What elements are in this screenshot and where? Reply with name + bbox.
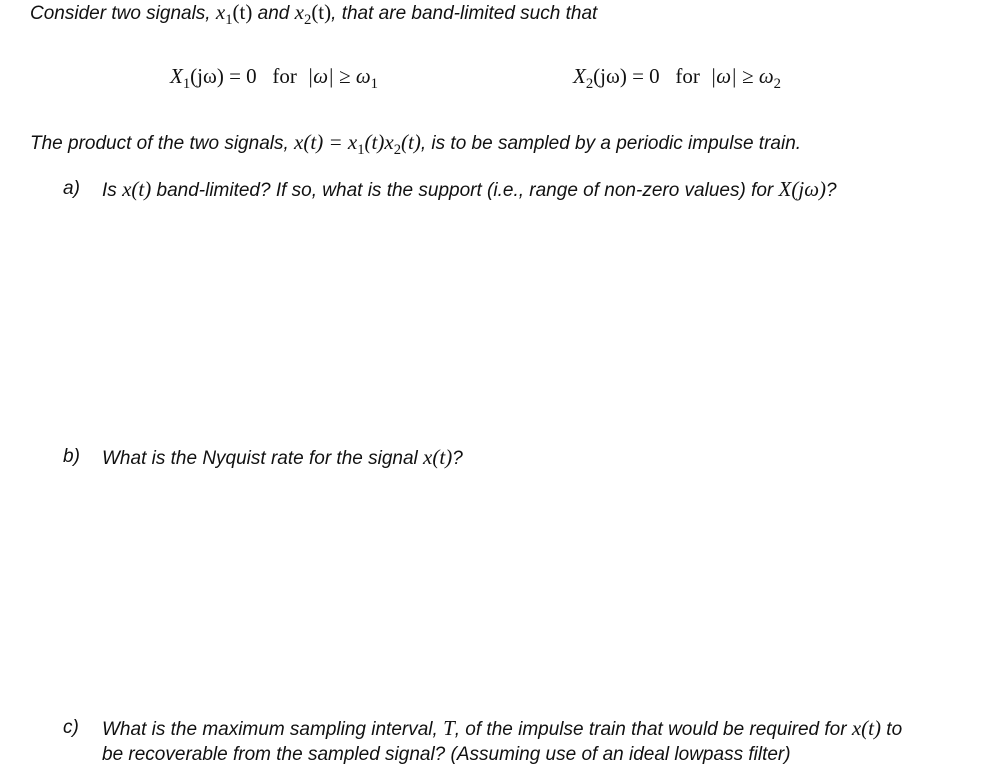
question-a-text: Is x(t) band-limited? If so, what is the support (i.e., range of non-zero values) for X(jω)? (102, 177, 837, 201)
product-text-b: , is to be sampled by a periodic impulse train. (420, 133, 802, 154)
question-c-label: c) (63, 717, 79, 738)
question-b-label: b) (63, 446, 80, 467)
product-text-a: The product of the two signals, (30, 133, 295, 154)
product-expression: $x(t) = x_1(t)x_2(t)$ (294, 130, 421, 159)
x1-symbol: $x_1(t)$ (215, 0, 253, 29)
question-c-text-line1: What is the maximum sampling interval, T, of the impulse train that would be required for x(t) to (102, 716, 903, 740)
product-line (30, 130, 802, 159)
intro-text-a: Consider two signals, (30, 3, 216, 24)
question-c-text-line2: be recoverable from the sampled signal? (Assuming use of an ideal lowpass filter) (102, 744, 791, 765)
equation-2: $X_2(j\omega) = 0$ for $|\omega| \ge \omega_2$ (573, 64, 781, 93)
question-a-label: a) (63, 178, 80, 199)
question-b-text: What is the Nyquist rate for the signal x(t)? (102, 445, 463, 469)
intro-text-b: , that are band-limited such that (331, 3, 598, 24)
equation-1: $X_1(j\omega) = 0$ for $|\omega| \ge \omega_1$ (170, 64, 378, 93)
intro-text-and: and (252, 3, 295, 24)
x2-symbol: $x_2(t)$ (294, 0, 332, 29)
intro-line (30, 0, 598, 29)
